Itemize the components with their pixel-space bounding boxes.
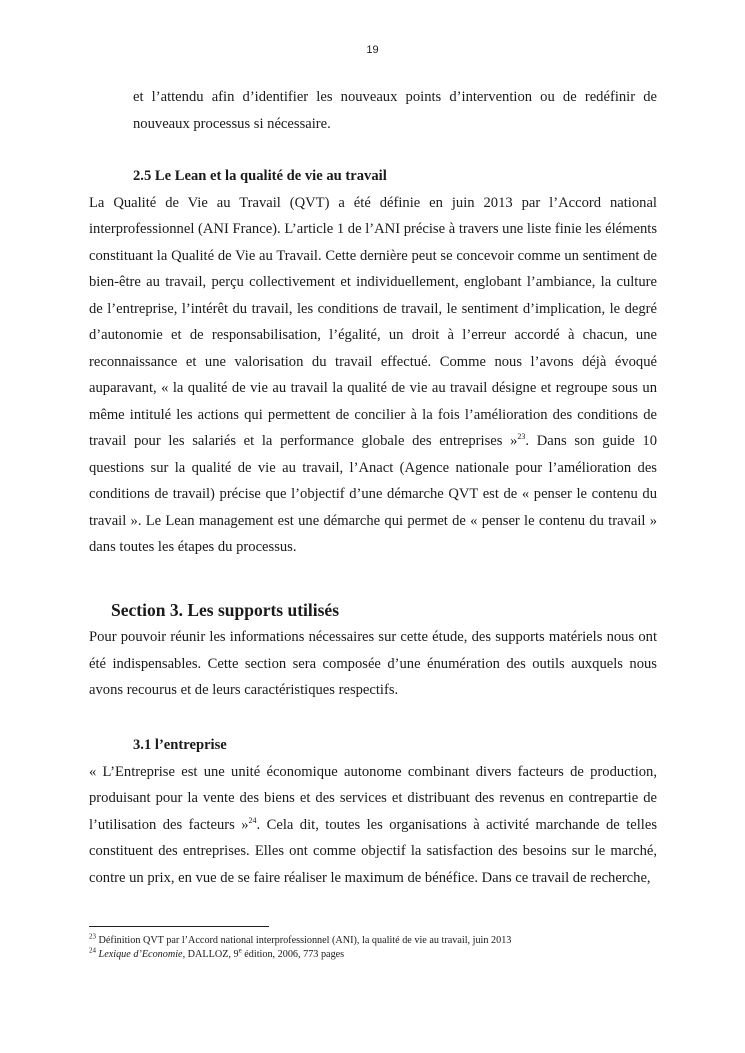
footnote-23-number: 23 <box>89 932 96 941</box>
subsection-3-1 <box>89 732 657 891</box>
footnote-ref-24: 24 <box>248 815 257 825</box>
paragraph-qvt <box>89 190 657 561</box>
paragraph-entreprise-part2: . Cela dit, toutes les organisations à activité marchande de telles constituent des entreprises. Elles ont comme objectif la satisfaction des besoins sur le marché, contre un prix, en vue de se faire réaliser le maximum de bénéfice. Dans ce travail de recherche, <box>89 816 657 886</box>
paragraph-qvt-part1: La Qualité de Vie au Travail (QVT) a été définie en juin 2013 par l’Accord national interprofessionnel (ANI France). L’article 1 de l’ANI précise à travers une liste finie les éléments constituant la Qualité de Vie au Travail. Cette dernière peut se concevoir comme un sentiment de bien-être au travail, perçu collectivement et individuellement, englobant l’ambiance, la culture de l’entreprise, l’intérêt du travail, les conditions de travail, le sentiment d’implication, le degré d’autonomie et de responsabilisation, l’égalité, un droit à l’erreur accordé à chacun, une reconnaissance et une valorisation du travail effectué. Comme nous l’avons déjà évoqué auparavant, « la qualité de vie au travail la qualité de vie au travail désigne et regroupe sous un même intitulé les actions qui permettent de concilier à la fois l’amélioration des conditions de travail pour les salariés et la performance globale des entreprises » <box>89 194 657 449</box>
footnote-separator <box>89 926 269 927</box>
heading-3-1: 3.1 l’entreprise <box>133 737 227 753</box>
page-number: 19 <box>366 44 379 56</box>
paragraph-section-3: Pour pouvoir réunir les informations nécessaires sur cette étude, des supports matériels nous ont été indispensables. Cette section sera composée d’une énumération des outils auxquels nous avons recourus et de leurs caractéristiques respectifs. <box>89 629 657 698</box>
footnote-ref-23: 23 <box>517 432 526 442</box>
paragraph-top: et l’attendu afin d’identifier les nouveaux points d’intervention ou de redéfinir de nouveaux processus si nécessaire. <box>133 89 657 132</box>
paragraph-qvt-part2: . Dans son guide 10 questions sur la qualité de vie au travail, l’Anact (Agence nationale pour l’amélioration des conditions de travail) précise que l’objectif d’une démarche QVT est de « penser le contenu du travail ». Le Lean management est une démarche qui permet de « penser le contenu du travail » dans toutes les étapes du processus. <box>89 433 657 555</box>
paragraph-entreprise <box>89 759 657 892</box>
footnote-24-text-a: , DALLOZ, 9 <box>182 949 239 960</box>
footnote-24-number: 24 <box>89 946 96 955</box>
heading-2-5: 2.5 Le Lean et la qualité de vie au travail <box>133 168 387 184</box>
paragraph-entreprise-part1: « L’Entreprise est une unité économique autonome combinant divers facteurs de production, produisant pour la vente des biens et des services et distribuant des revenus en contrepartie de l’utilisation des facteurs » <box>89 763 657 833</box>
footnote-24-title: Lexique d’Economie <box>98 949 183 960</box>
footnote-23 <box>89 934 657 948</box>
paragraph-continuation <box>89 84 657 137</box>
subsection-2-5 <box>89 163 657 561</box>
heading-section-3: Section 3. Les supports utilisés <box>111 600 340 620</box>
footnote-23-text: Définition QVT par l’Accord national interprofessionnel (ANI), la qualité de vie au travail, juin 2013 <box>96 935 512 946</box>
footnote-24 <box>89 948 657 962</box>
footnote-24-text-b: édition, 2006, 773 pages <box>241 949 345 960</box>
section-3 <box>89 597 657 704</box>
footnote-24-sup: e <box>238 946 242 955</box>
